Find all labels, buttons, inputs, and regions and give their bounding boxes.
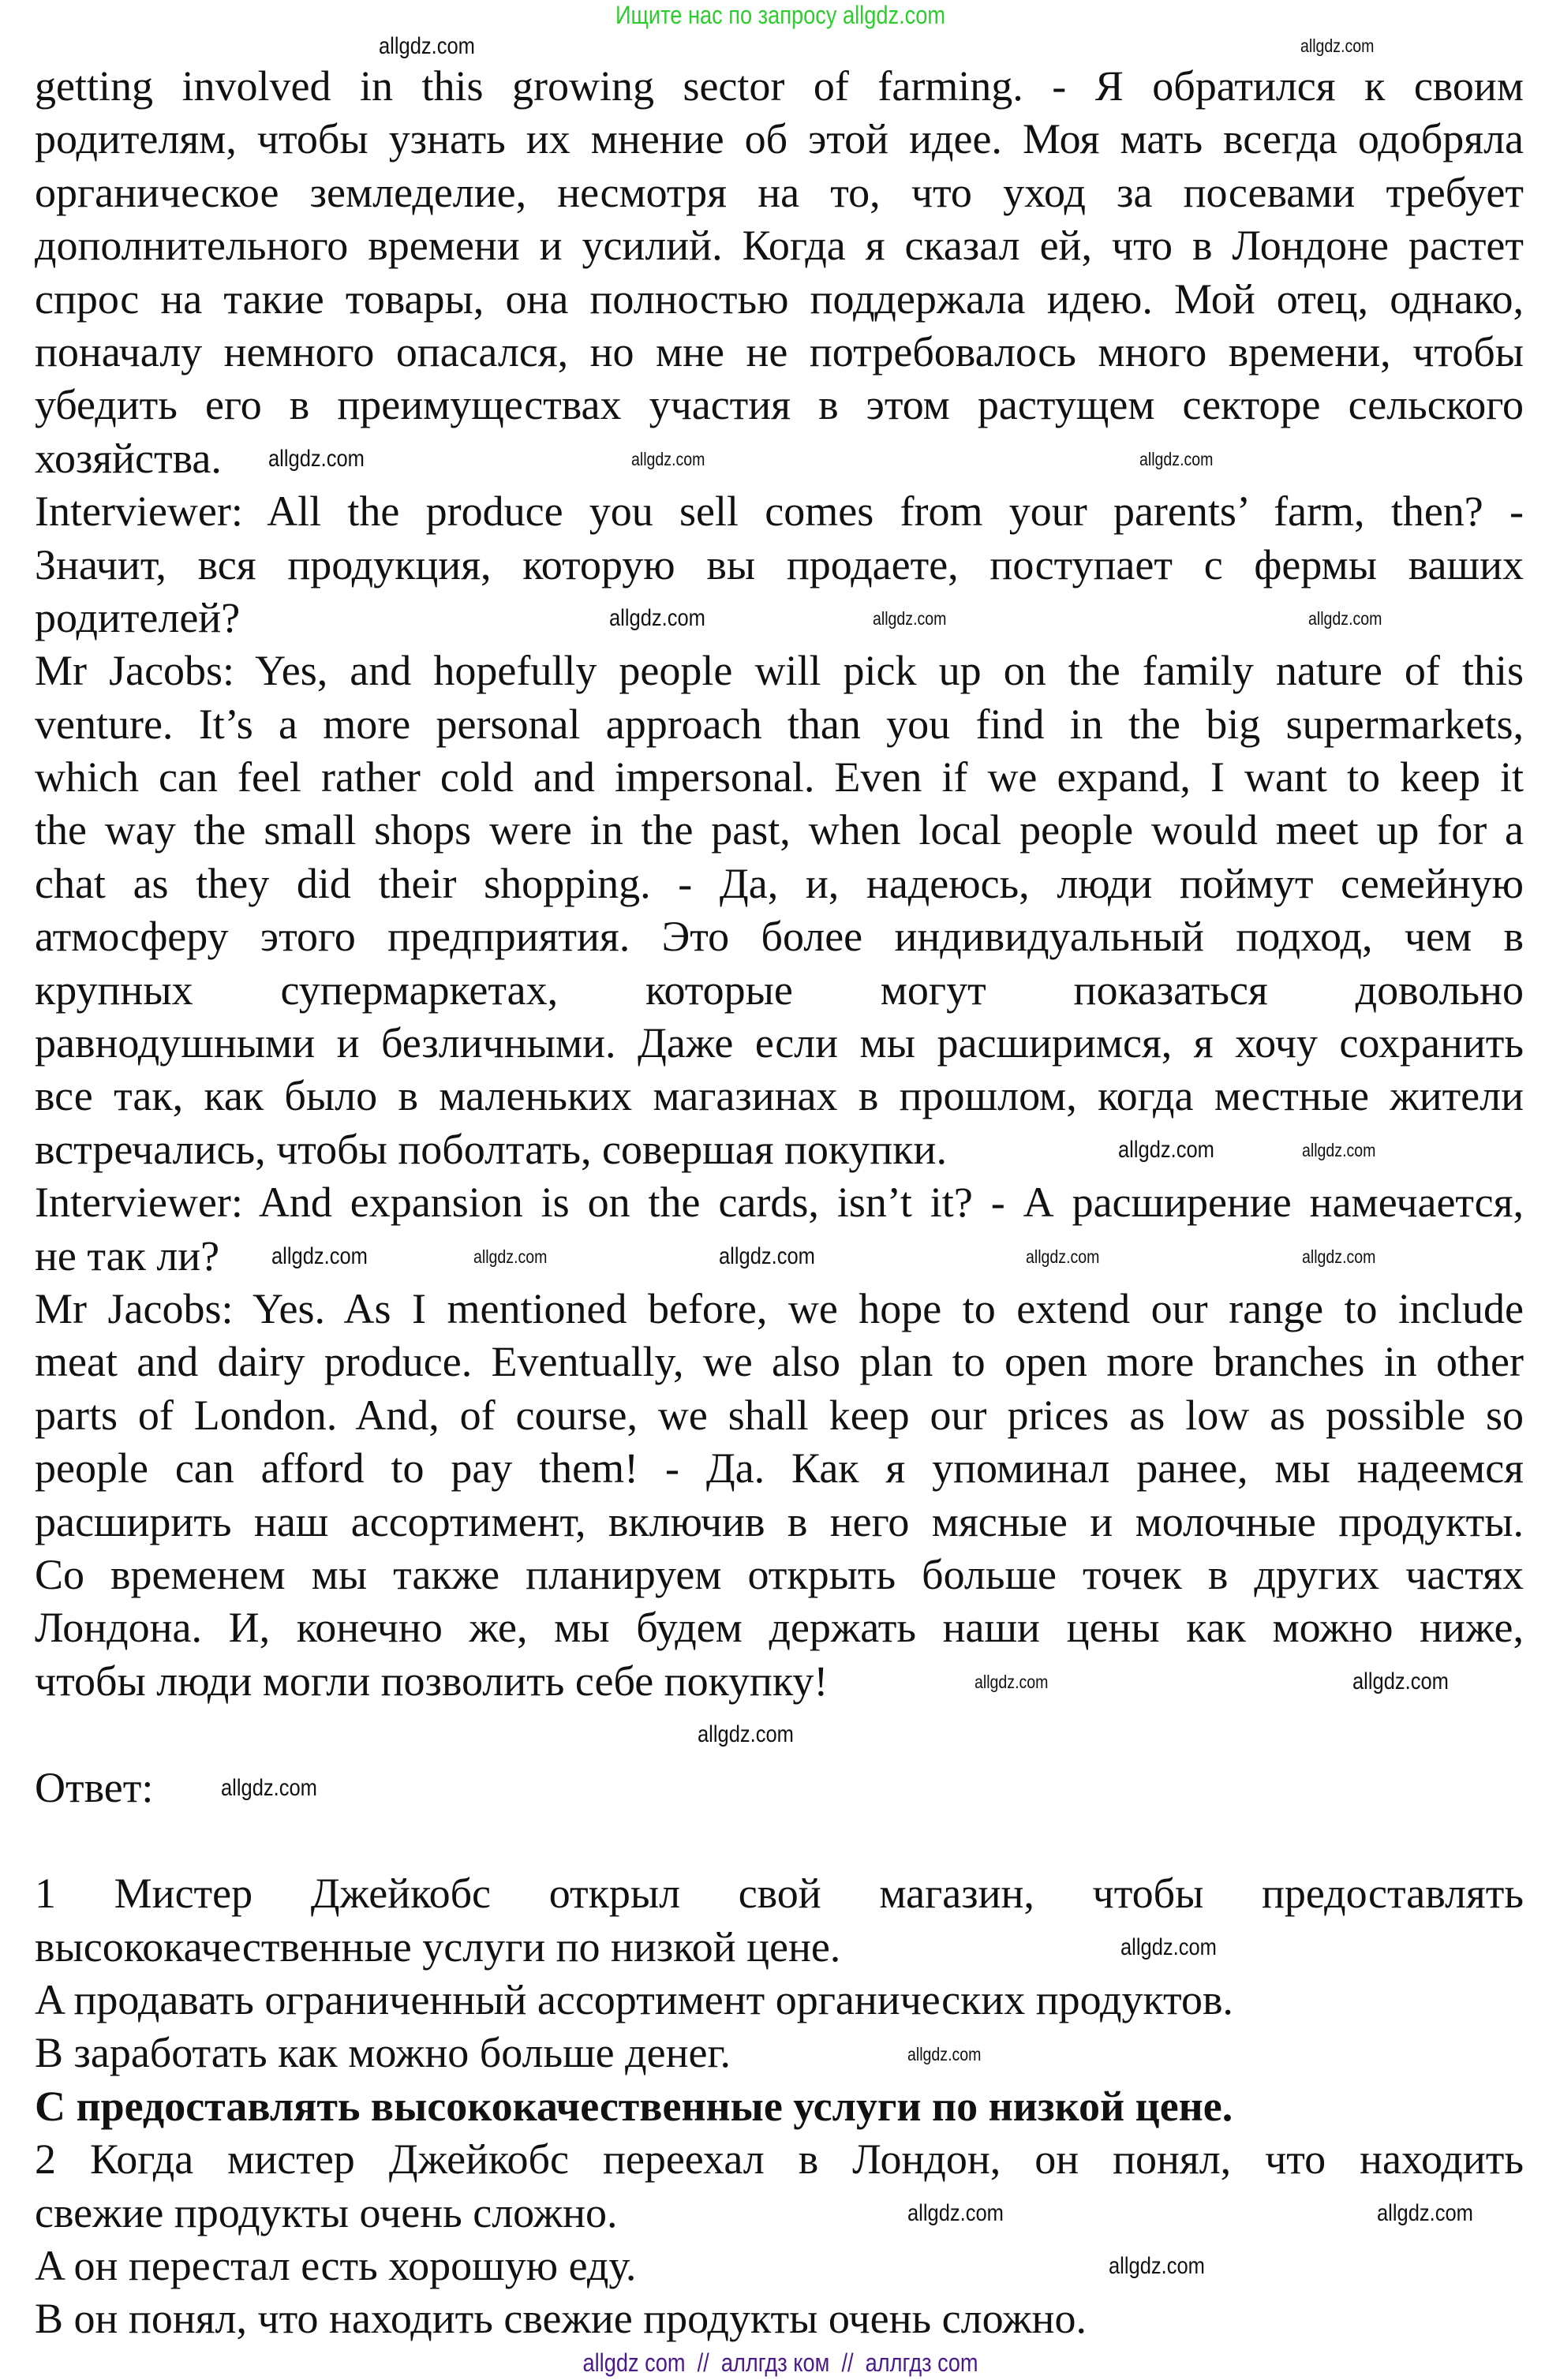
watermark: allgdz.com <box>271 1243 368 1269</box>
text-line: Значит, вся продукция, которую вы продаете, поступает с фермы ваших <box>35 540 1524 588</box>
text-line: parts of London. And, of course, we shall keep our prices as low as possible so <box>35 1391 1524 1439</box>
text-line: спрос на такие товары, она полностью поддержала идею. Мой отец, однако, <box>35 275 1524 323</box>
watermark: allgdz.com <box>221 1775 317 1801</box>
watermark: allgdz.com <box>1377 2200 1473 2226</box>
text-line: органическое земледелие, несмотря на то, что уход за посевами требует <box>35 168 1524 216</box>
text-line: Mr Jacobs: Yes, and hopefully people will pick up on the family nature of this <box>35 647 1524 695</box>
text-line: Mr Jacobs: Yes. As I mentioned before, we hope to extend our range to include <box>35 1284 1524 1332</box>
text-line: хозяйства. <box>35 434 222 482</box>
text-line: свежие продукты очень сложно. <box>35 2188 618 2236</box>
text-line: meat and dairy produce. Eventually, we also plan to open more branches in other <box>35 1338 1524 1386</box>
text-line: the way the small shops were in the past, when local people would meet up for a <box>35 806 1524 854</box>
text-line: встречались, чтобы поболтать, совершая покупки. <box>35 1125 947 1173</box>
text-line: 1 Мистер Джейкобс открыл свой магазин, чтобы предоставлять <box>35 1870 1524 1918</box>
watermark: allgdz.com <box>379 33 475 59</box>
watermark: allgdz.com <box>719 1243 815 1269</box>
text-line: chat as they did their shopping. - Да, и, надеюсь, люди поймут семейную <box>35 859 1524 907</box>
text-line: 2 Когда мистер Джейкобс переехал в Лондон, он понял, что находить <box>35 2135 1524 2184</box>
watermark: allgdz.com <box>268 446 365 472</box>
text-line: родителям, чтобы узнать их мнение об этой идее. Моя мать всегда одобряла <box>35 115 1524 163</box>
text-line: чтобы люди могли позволить себе покупку! <box>35 1657 829 1705</box>
text-line: Лондона. И, конечно же, мы будем держать наши цены как можно ниже, <box>35 1604 1524 1652</box>
watermark: allgdz.com <box>975 1672 1049 1692</box>
text-line: C предоставлять высококачественные услуги по низкой цене. <box>35 2082 1233 2130</box>
text-line: B заработать как можно больше денег. <box>35 2029 731 2077</box>
text-line: убедить его в преимуществах участия в этом растущем секторе сельского <box>35 381 1524 429</box>
text-line: Со временем мы также планируем открыть больше точек в других частях <box>35 1550 1524 1598</box>
text-line: A продавать ограниченный ассортимент органических продуктов. <box>35 1976 1233 2024</box>
text-line: venture. It’s a more personal approach than you find in the big supermarkets, <box>35 700 1524 748</box>
watermark: allgdz.com <box>609 605 705 631</box>
watermark: allgdz.com <box>1300 35 1375 56</box>
text-line: атмосферу этого предприятия. Это более индивидуальный подход, чем в <box>35 913 1524 961</box>
watermark: allgdz.com <box>1352 1668 1449 1694</box>
site-footer: allgdz com // аллгдз ком // аллгдз com <box>582 2348 978 2377</box>
text-line: расширить наш ассортимент, включив в него мясные и молочные продукты. <box>35 1497 1524 1545</box>
text-line: Ответ: <box>35 1763 154 1811</box>
text-line: родителей? <box>35 593 241 641</box>
watermark: allgdz.com <box>1120 1934 1217 1960</box>
text-line: Interviewer: All the produce you sell comes from your parents’ farm, then? - <box>35 488 1524 536</box>
text-line: getting involved in this growing sector of farming. - Я обратился к своим <box>35 62 1524 110</box>
text-line: поначалу немного опасался, но мне не потребовалось много времени, чтобы <box>35 327 1524 375</box>
watermark: allgdz.com <box>907 2200 1004 2226</box>
text-line: высококачественные услуги по низкой цене. <box>35 1922 841 1971</box>
text-line: A он перестал есть хорошую еду. <box>35 2242 637 2290</box>
watermark: allgdz.com <box>907 2044 982 2064</box>
watermark: allgdz.com <box>1109 2253 1205 2279</box>
watermark: allgdz.com <box>631 449 705 469</box>
watermark: allgdz.com <box>473 1246 548 1267</box>
watermark: allgdz.com <box>1308 608 1382 629</box>
text-line: which can feel rather cold and impersonal. Even if we expand, I want to keep it <box>35 753 1524 801</box>
text-line: B он понял, что находить свежие продукты очень сложно. <box>35 2295 1087 2343</box>
watermark: allgdz.com <box>1302 1246 1376 1267</box>
document-body <box>35 60 1524 2346</box>
text-line: не так ли? <box>35 1231 220 1280</box>
text-line: Interviewer: And expansion is on the cards, isn’t it? - А расширение намечается, <box>35 1179 1524 1227</box>
site-banner: Ищите нас по запросу allgdz.com <box>615 1 945 29</box>
watermark: allgdz.com <box>1026 1246 1100 1267</box>
watermark: allgdz.com <box>1118 1137 1214 1163</box>
watermark: allgdz.com <box>1302 1140 1376 1160</box>
text-line: people can afford to pay them! - Да. Как я упоминал ранее, мы надеемся <box>35 1444 1524 1493</box>
watermark: allgdz.com <box>1139 449 1214 469</box>
text-line: равнодушными и безличными. Даже если мы расширимся, я хочу сохранить <box>35 1019 1524 1067</box>
watermark: allgdz.com <box>873 608 947 629</box>
text-line: все так, как было в маленьких магазинах в прошлом, когда местные жители <box>35 1072 1524 1120</box>
text-line: крупных супермаркетах, которые могут показаться довольно <box>35 966 1524 1014</box>
text-line: дополнительного времени и усилий. Когда я сказал ей, что в Лондоне растет <box>35 222 1524 270</box>
watermark: allgdz.com <box>698 1721 794 1747</box>
